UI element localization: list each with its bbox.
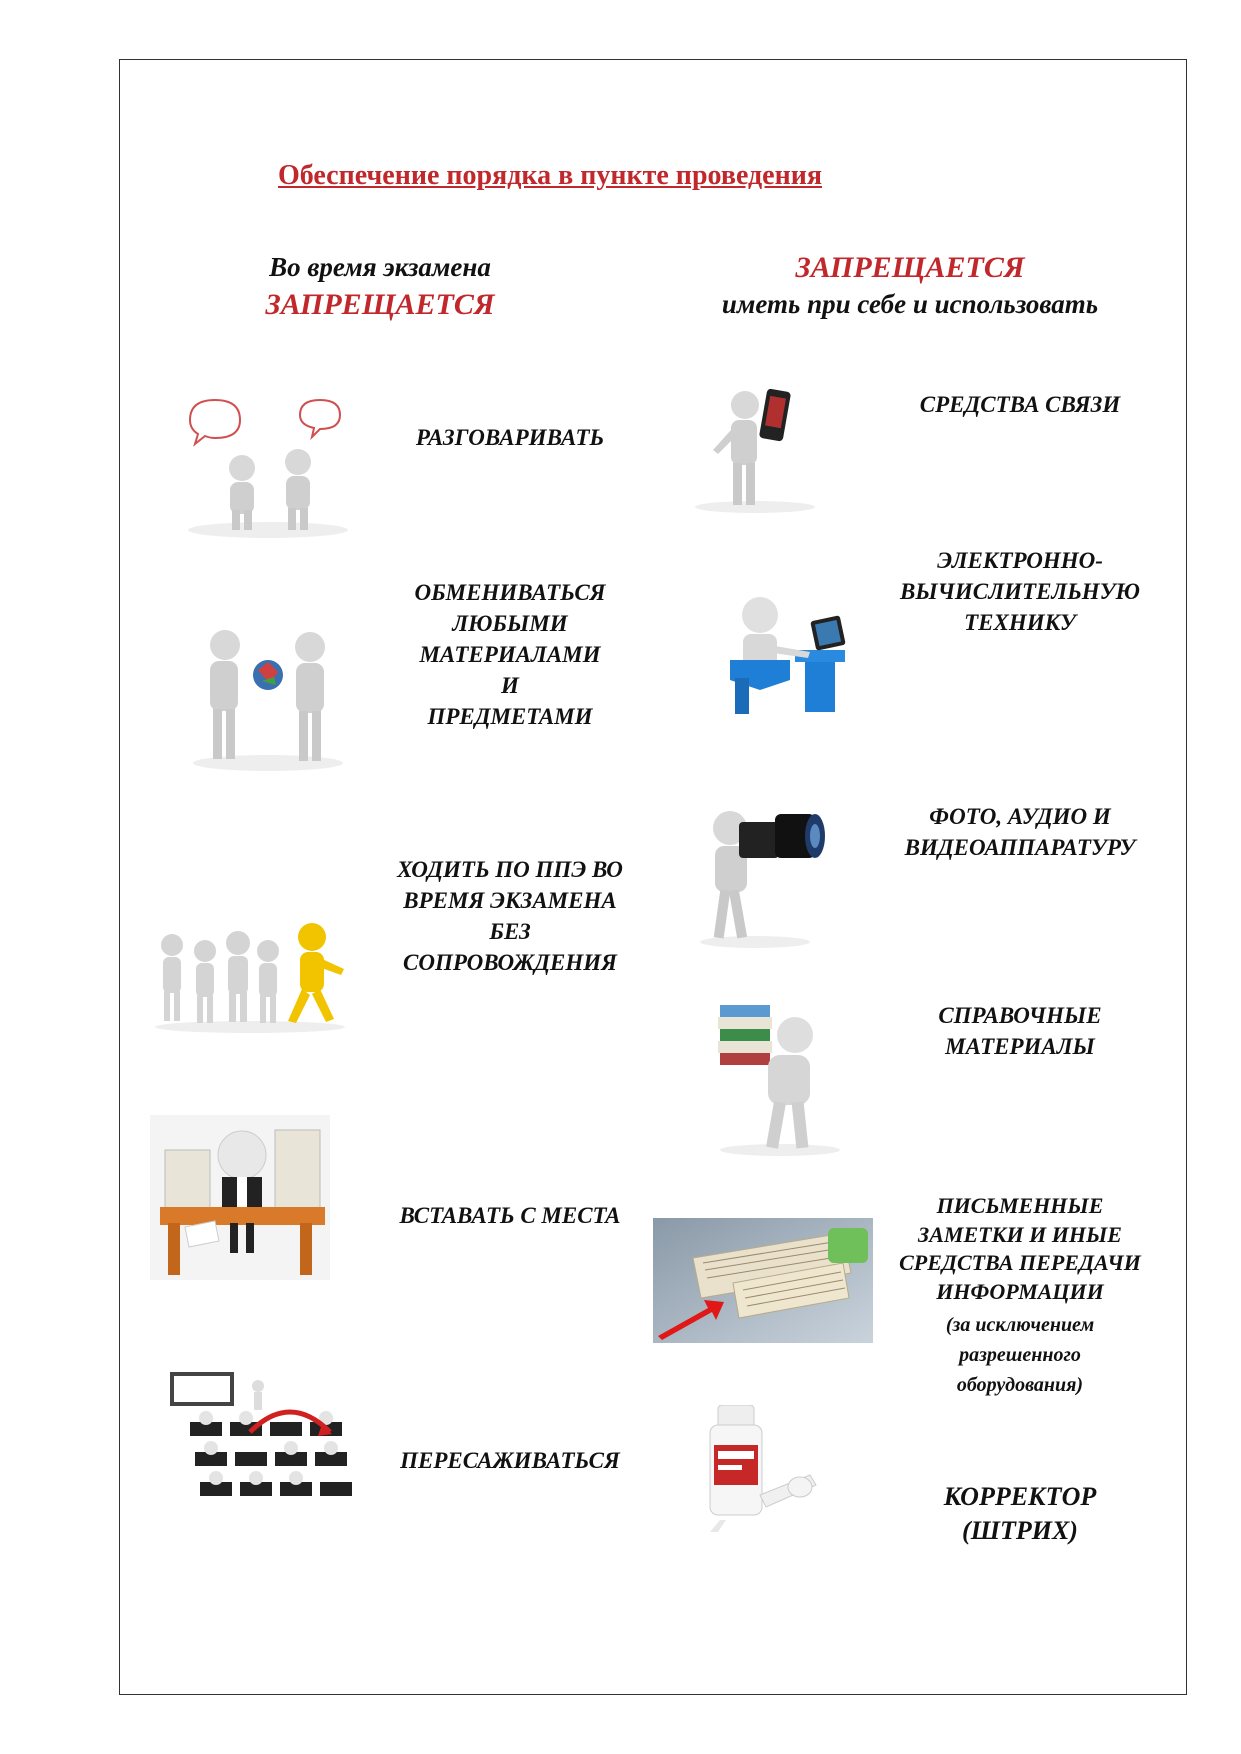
caption-line: СПРАВОЧНЫЕ (938, 1003, 1102, 1028)
caption-line: ВЫЧИСЛИТЕЛЬНУЮ (900, 579, 1140, 604)
caption-line: РАЗГОВАРИВАТЬ (415, 425, 605, 450)
left-header (210, 249, 550, 323)
right-item-caption (870, 1192, 1170, 1306)
caption-line: ЭЛЕКТРОННО- (937, 548, 1103, 573)
caption-line: СРЕДСТВА ПЕРЕДАЧИ (899, 1250, 1141, 1275)
right-header-line1: ЗАПРЕЩАЕТСЯ (795, 251, 1025, 284)
right-header (660, 249, 1160, 323)
caption-line: ВСТАВАТЬ С МЕСТА (399, 1203, 621, 1228)
left-item-caption (375, 422, 645, 453)
exchange-figures-icon (180, 615, 355, 775)
caption-line: ВРЕМЯ ЭКЗАМЕНА (403, 888, 617, 913)
caption-line: ПИСЬМЕННЫЕ (936, 1193, 1104, 1218)
corrector-bottle-icon (700, 1405, 825, 1535)
left-item-caption (365, 1445, 655, 1476)
phone-figure-icon (685, 385, 825, 515)
caption-line: ЛЮБЫМИ (452, 611, 568, 636)
caption-line: И (501, 673, 519, 698)
left-header-line2: ЗАПРЕЩАЕТСЯ (265, 288, 495, 321)
books-figure-icon (710, 1000, 845, 1160)
caption-line: ВИДЕОАППАРАТУРУ (904, 835, 1136, 860)
cheat-notes-icon (653, 1218, 873, 1343)
caption-line: ИНФОРМАЦИИ (936, 1278, 1104, 1304)
caption-line: СОПРОВОЖДЕНИЯ (403, 950, 617, 975)
caption-line: (ШТРИХ) (962, 1516, 1078, 1545)
caption-line: ФОТО, АУДИО И (929, 804, 1111, 829)
caption-line: ТЕХНИКУ (964, 610, 1076, 635)
caption-line: МАТЕРИАЛЫ (945, 1034, 1095, 1059)
talking-figures-icon (180, 390, 355, 540)
caption-line: СРЕДСТВА СВЯЗИ (919, 392, 1121, 417)
right-item-caption (865, 801, 1175, 863)
caption-line: ОБМЕНИВАТЬСЯ (414, 580, 606, 605)
page-title: Обеспечение порядка в пункте проведения (278, 160, 823, 191)
caption-line: ХОДИТЬ ПО ППЭ ВО (397, 857, 623, 882)
note-line: (за исключением (945, 1314, 1095, 1336)
desk-figure-icon (150, 1115, 330, 1280)
caption-line: ПЕРЕСАЖИВАТЬСЯ (400, 1448, 620, 1473)
caption-line: КОРРЕКТОР (943, 1482, 1097, 1511)
right-item-caption (885, 389, 1155, 420)
right-header-line2: иметь при себе и использовать (721, 289, 1099, 319)
caption-line: МАТЕРИАЛАМИ (419, 642, 601, 667)
right-item-caption (870, 545, 1170, 638)
note-line: разрешенного (959, 1344, 1081, 1366)
caption-line: ЗАМЕТКИ И ИНЫЕ (918, 1221, 1122, 1247)
right-item-caption (870, 1480, 1170, 1548)
note-line: оборудования) (956, 1374, 1084, 1396)
caption-line: ПРЕДМЕТАМИ (427, 704, 593, 729)
right-item-caption (870, 1000, 1170, 1062)
walking-group-icon (150, 915, 355, 1035)
camera-figure-icon (695, 800, 830, 950)
caption-line: БЕЗ (489, 919, 531, 944)
left-item-caption (365, 854, 655, 978)
left-header-line1: Во время экзамена (269, 252, 491, 282)
right-item-note (870, 1310, 1170, 1400)
computer-figure-icon (725, 590, 860, 720)
classroom-icon (170, 1372, 365, 1512)
left-item-caption (365, 1200, 655, 1231)
left-item-caption (375, 577, 645, 732)
